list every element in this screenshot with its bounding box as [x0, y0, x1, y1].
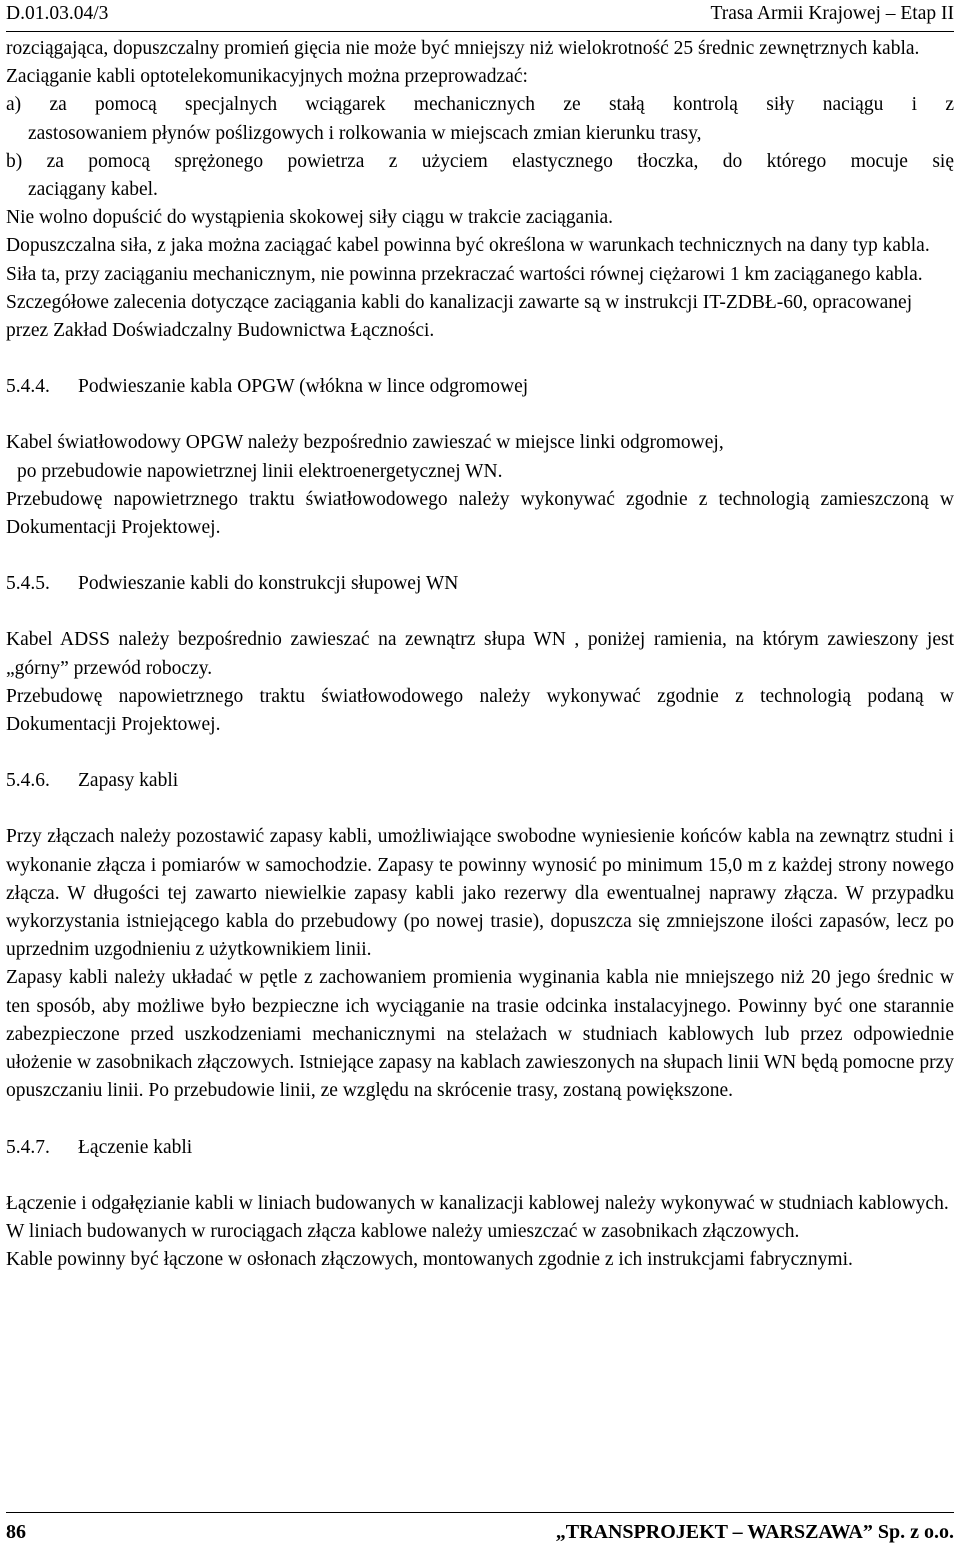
section-heading — [6, 767, 954, 795]
paragraph: Przy złączach należy pozostawić zapasy kabli, umożliwiające swobodne wyniesienie końców kabla na zewnątrz studni i wykonanie złącza i pomiarów w samochodzie. Zapasy te powinny wynosić po minimum 15,0 m z każdej strony nowego złącza. W długości tej zawarto niewielkie zapasy kabli jako rezerwy dla ewentualnej naprawy złącza. W przypadku wykorzystania istniejącego kabla do przebudowy (po nowej trasie), dopuszcza się zmniejszone ilości zapasów, lecz po uprzednim uzgodnieniu z użytkownikiem linii. — [6, 826, 954, 961]
paragraph: Zapasy kabli należy układać w pętle z zachowaniem promienia wyginania kabla nie mniejszego niż 20 jego średnic w ten sposób, aby możliwe było bezpieczne ich wyciąganie na trasie odcinka instalacyjnego. Powinny być one starannie zabezpieczone przed uszkodzeniami mechanicznymi na stelażach w studniach kablowych lub przez odpowiednie ułożenie w zasobnikach złączowych. Istniejące zapasy na kablach zawieszonych na słupach linii WN będą pomocne przy opuszczaniu linii. Po przebudowie linii, ze względu na skrócenie trasy, zostaną powiększone. — [6, 967, 954, 1102]
list-item: a) za pomocą specjalnych wciągarek mechanicznych ze stałą kontrolą siły naciągu i z — [6, 94, 954, 116]
section-heading — [6, 373, 954, 401]
spacer — [6, 1106, 954, 1134]
paragraph: rozciągająca, dopuszczalny promień gięcia nie może być mniejszy niż wielokrotność 25 średnic zewnętrznych kabla. — [6, 38, 920, 59]
section-title: Podwieszanie kabla OPGW (włókna w lince odgromowej — [78, 376, 529, 398]
section-title: Podwieszanie kabli do konstrukcji słupowej WN — [78, 573, 459, 595]
section-heading — [6, 570, 954, 598]
page-header — [6, 0, 954, 32]
spacer — [6, 598, 954, 626]
page-footer — [6, 1512, 954, 1549]
document-code: D.01.03.04/3 — [6, 3, 109, 24]
spacer — [6, 401, 954, 429]
section-title: Zapasy kabli — [78, 770, 179, 792]
paragraph: po przebudowie napowietrznej linii elektroenergetycznej WN. — [17, 460, 503, 482]
spacer — [6, 1162, 954, 1190]
paragraph: Przebudowę napowietrznego traktu światłowodowego należy wykonywać zgodnie z technologią zamieszczoną w Dokumentacji Projektowej. — [6, 488, 954, 539]
list-item: b) za pomocą sprężonego powietrza z użyciem elastycznego tłoczka, do którego mocuje się — [6, 150, 954, 172]
section-title: Łączenie kabli — [78, 1136, 193, 1158]
spacer — [6, 739, 954, 767]
paragraph: Przebudowę napowietrznego traktu światłowodowego należy wykonywać zgodnie z technologią podaną w Dokumentacji Projektowej. — [6, 685, 954, 736]
section-number: 5.4.4. — [6, 376, 50, 398]
section-heading — [6, 1134, 954, 1162]
list-item-continuation: zaciągany kabel. — [28, 179, 158, 201]
spacer — [6, 542, 954, 570]
section-number: 5.4.7. — [6, 1136, 50, 1158]
company-name: „TRANSPROJEKT – WARSZAWA” Sp. z o.o. — [555, 1521, 954, 1543]
section-number: 5.4.6. — [6, 770, 50, 792]
spacer — [6, 345, 954, 373]
paragraph: Łączenie i odgałęzianie kabli w liniach budowanych w kanalizacji kablowej należy wykonywać w studniach kablowych. W liniach budowanych w rurociągach złącza kablowe należy umieszczać w zasobnikach złączowych. — [6, 1192, 949, 1242]
spacer — [6, 795, 954, 823]
section-number: 5.4.5. — [6, 573, 50, 595]
document-title: Trasa Armii Krajowej – Etap II — [710, 3, 954, 24]
paragraph: Kabel ADSS należy bezpośrednio zawieszać na zewnątrz słupa WN , poniżej ramienia, na którym zawieszony jest „górny” przewód roboczy. — [6, 629, 954, 679]
paragraph: Kable powinny być łączone w osłonach złączowych, montowanych zgodnie z ich instrukcjami fabrycznymi. — [6, 1249, 853, 1271]
document-body — [6, 35, 954, 1274]
paragraph: Dopuszczalna siła, z jaka można zaciągać kabel powinna być określona w warunkach technicznych na dany typ kabla. Siła ta, przy zaciąganiu mechanicznym, nie powinna przekraczać wartości równej ciężarowi 1 km zaciąganego kabla. Szczegółowe zalecenia dotyczące zaciągania kabli do kanalizacji zawarte są w instrukcji IT-ZDBŁ-60, opracowanej przez Zakład Doświadczalny Budownictwa Łączności. — [6, 235, 930, 342]
paragraph: Zaciąganie kabli optotelekomunikacyjnych można przeprowadzać: — [6, 66, 528, 88]
paragraph: Nie wolno dopuścić do wystąpienia skokowej siły ciągu w trakcie zaciągania. — [6, 207, 614, 229]
list-item-continuation: zastosowaniem płynów poślizgowych i rolkowania w miejscach zmian kierunku trasy, — [28, 122, 702, 144]
paragraph: Kabel światłowodowy OPGW należy bezpośrednio zawieszać w miejsce linki odgromowej, — [6, 432, 724, 454]
page-number: 86 — [6, 1521, 26, 1543]
